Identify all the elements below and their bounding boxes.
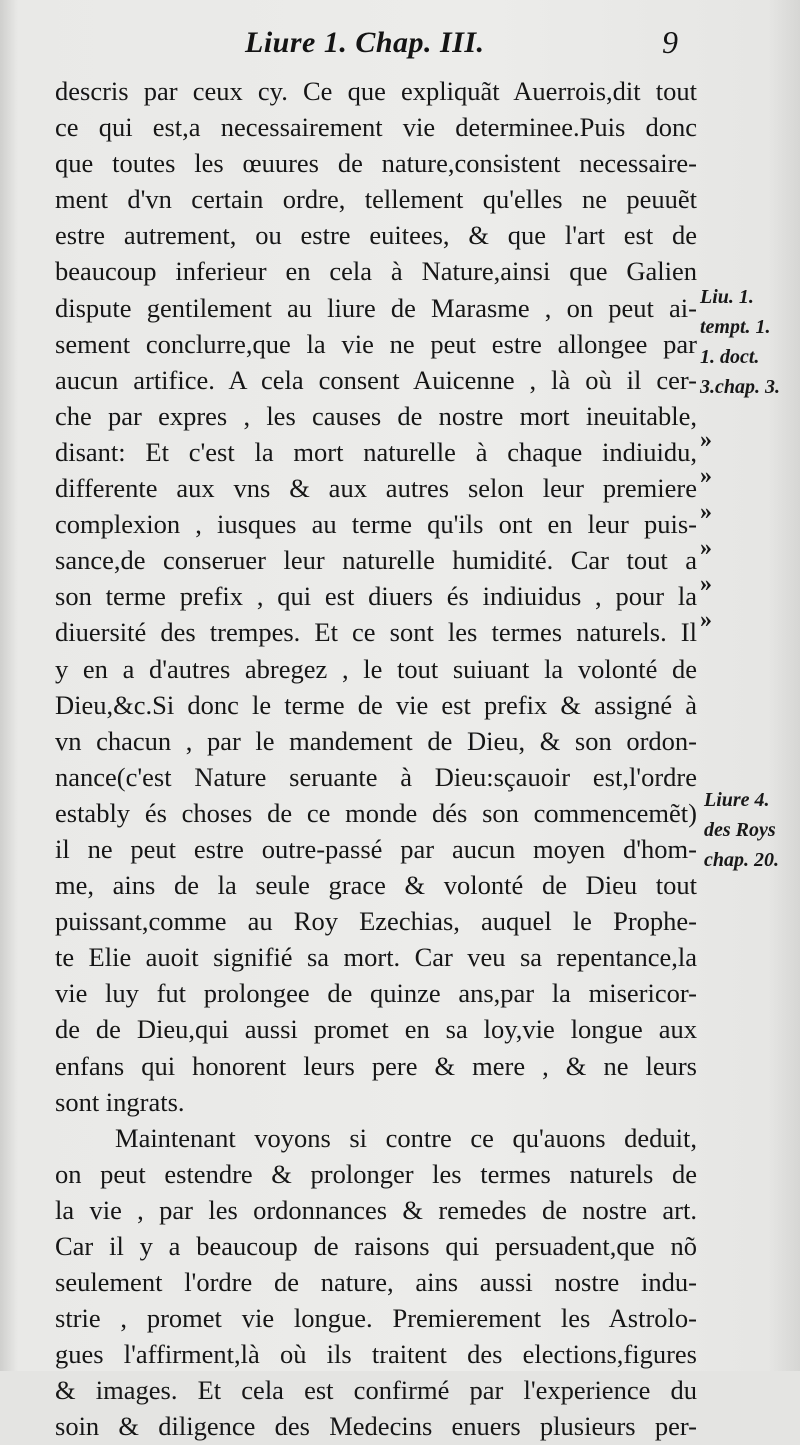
quote-mark: » (700, 607, 712, 634)
text-line: complexion , iusques au terme qu'ils ont en leur puis- (55, 509, 697, 540)
text-line: dispute gentilement au liure de Marasme , on peut ai- (55, 292, 697, 323)
text-line: differente aux vns & aux autres selon leur premiere (55, 473, 697, 504)
text-line: sont ingrats. (55, 1086, 185, 1117)
margin-quote-marks (700, 422, 712, 639)
text-line: Dieu,&c.Si donc le terme de vie est prefix & assigné à (55, 689, 697, 720)
margin-note-line: 1. doct. (700, 346, 760, 368)
text-line: disant: Et c'est la mort naturelle à chaque indiuidu, (55, 436, 697, 467)
text-line: descris par ceux cy. Ce que expliquãt Auerrois,dit tout (55, 76, 697, 106)
margin-note-line: 3.chap. 3. (700, 376, 780, 398)
text-line: nance(c'est Nature seruante à Dieu:sçauoir est,l'ordre (55, 761, 697, 792)
text-line: aucun artifice. A cela consent Auicenne , là où il cer- (55, 364, 697, 395)
text-line: puissant,comme au Roy Ezechias, auquel le Prophe- (55, 906, 697, 937)
text-line: che par expres , les causes de nostre mort ineuitable, (55, 400, 697, 431)
text-line: la vie , par les ordonnances & remedes de nostre art. (55, 1194, 697, 1225)
margin-note-bible-reference (704, 785, 779, 875)
text-line: on peut estendre & prolonger les termes naturels de (55, 1158, 697, 1189)
text-line: que toutes les œuures de nature,consistent necessaire- (55, 148, 697, 179)
text-line: Car il y a beaucoup de raisons qui persuadent,que nõ (55, 1231, 697, 1261)
text-line: sement conclurre,que la vie ne peut estre allongee par (55, 328, 697, 359)
margin-note-line: des Roys (704, 819, 776, 841)
margin-note-line: tempt. 1. (700, 316, 771, 338)
text-line: strie , promet vie longue. Premierement les Astrolo- (55, 1303, 697, 1334)
text-line: vn chacun , par le mandement de Dieu, & son ordon- (55, 725, 697, 756)
text-line: estably és choses de ce monde dés son commencemẽt) (55, 797, 697, 828)
text-line: son terme prefix , qui est diuers és indiuidus , pour la (55, 581, 697, 612)
text-line: me, ains de la seule grace & volonté de Dieu tout (55, 870, 697, 901)
text-line: estre autrement, ou estre euitees, & que l'art est de (55, 220, 697, 251)
running-head (0, 22, 800, 66)
page-number: 9 (662, 24, 678, 60)
body-text (55, 73, 697, 1445)
quote-mark: » (700, 463, 712, 490)
margin-note-line: chap. 20. (704, 849, 779, 871)
paragraph-first-line: Maintenant voyons si contre ce qu'auons deduit, (115, 1122, 697, 1153)
quote-mark: » (700, 571, 712, 598)
text-line: il ne peut estre outre-passé par aucun moyen d'hom- (55, 833, 697, 864)
text-line: de de Dieu,qui aussi promet en sa loy,vie longue aux (55, 1014, 697, 1045)
text-line: soin & diligence des Medecins enuers plusieurs per- (55, 1411, 697, 1442)
text-line: diuersité des trempes. Et ce sont les termes naturels. Il (55, 617, 697, 648)
text-line: gues l'affirment,là où ils traitent des elections,figures (55, 1339, 697, 1370)
text-line: vie luy fut prolongee de quinze ans,par la misericor- (55, 978, 697, 1009)
margin-note-line: Liu. 1. (700, 286, 754, 308)
text-line: sance,de conseruer leur naturelle humidité. Car tout a (55, 545, 697, 576)
text-line: seulement l'ordre de nature, ains aussi nostre indu- (55, 1267, 697, 1298)
text-line: te Elie auoit signifié sa mort. Car veu sa repentance,la (55, 942, 697, 973)
quote-mark: » (700, 535, 712, 562)
text-line: ment d'vn certain ordre, tellement qu'elles ne peuuẽt (55, 184, 697, 215)
running-title: Liure 1. Chap. III. (245, 26, 485, 59)
text-line: ce qui est,a necessairement vie determinee.Puis donc (55, 112, 697, 143)
margin-note-line: Liure 4. (704, 789, 770, 811)
margin-note-reference (700, 282, 780, 402)
quote-mark: » (700, 427, 712, 453)
text-line: y en a d'autres abregez , le tout suiuant la volonté de (55, 653, 697, 684)
text-line: beaucoup inferieur en cela à Nature,ainsi que Galien (55, 256, 697, 287)
text-line: enfans qui honorent leurs pere & mere , & ne leurs (55, 1050, 697, 1081)
text-line: & images. Et cela est confirmé par l'experience du (55, 1375, 697, 1406)
quote-mark: » (700, 499, 712, 526)
